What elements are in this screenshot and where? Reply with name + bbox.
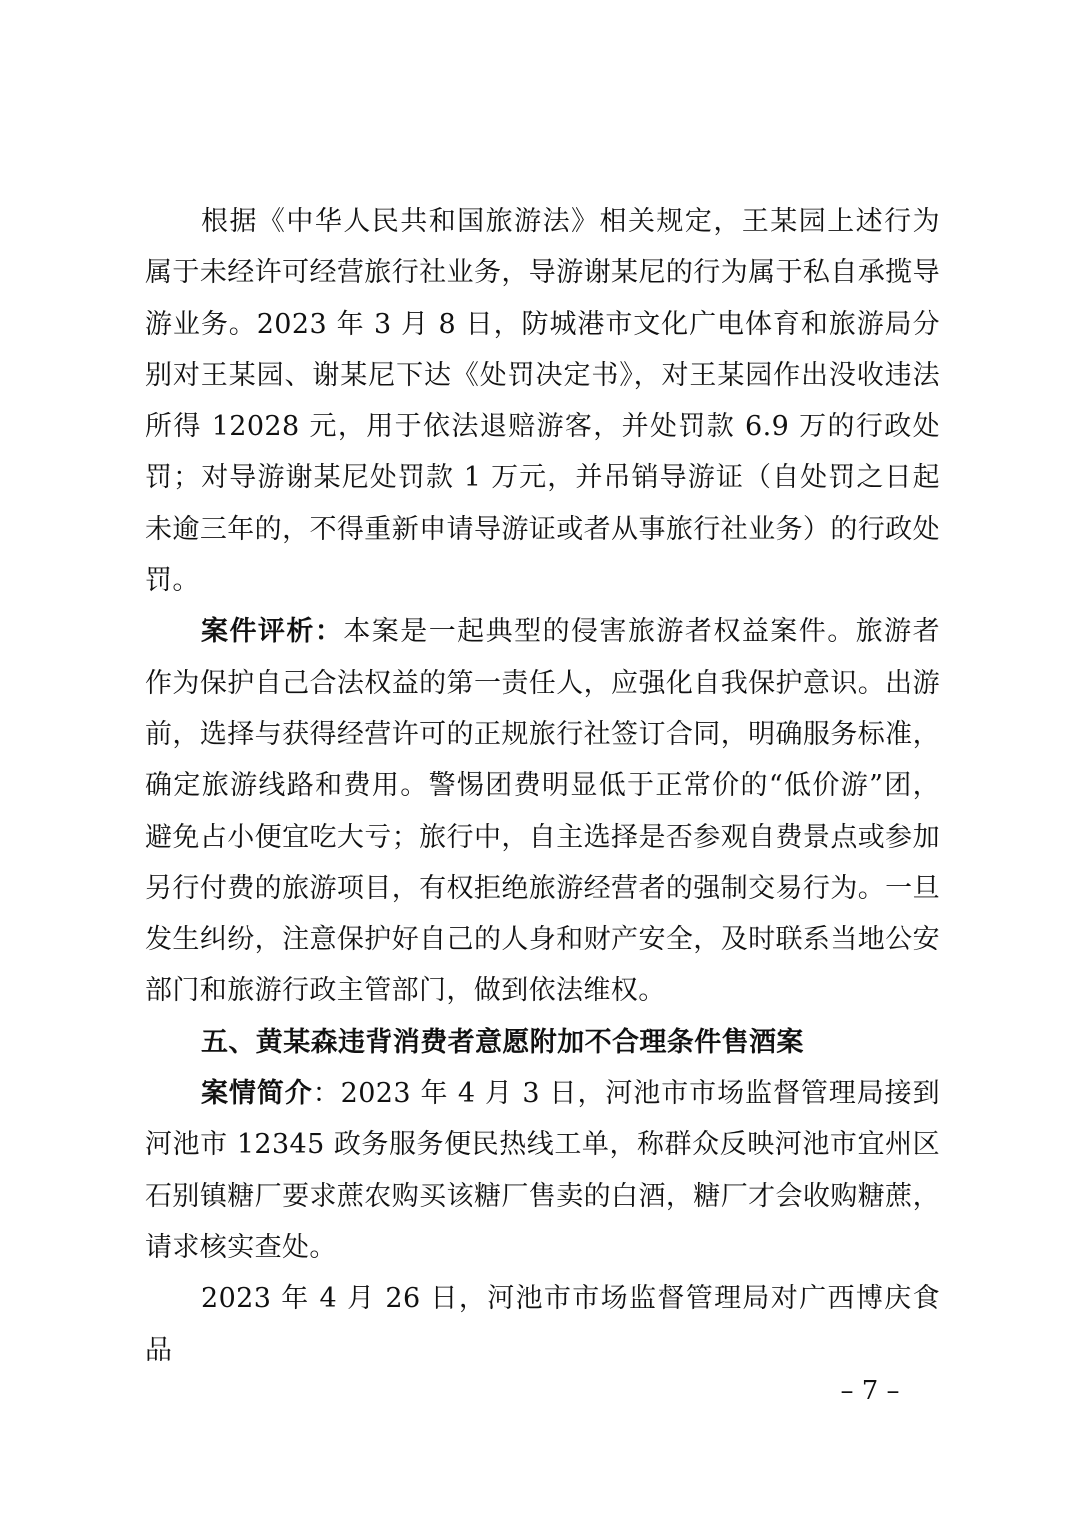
paragraph-case-analysis: [145, 606, 940, 1016]
page-number: – 7 –: [840, 1376, 900, 1406]
case-intro-text: ：2023 年 4 月 3 日，河池市市场监督管理局接到河池市 12345 政务服务便民热线工单，称群众反映河池市宜州区石别镇糖厂要求蔗农购买该糖厂售卖的白酒，糖厂才会收购糖蔗，请求核实查处。: [145, 1078, 940, 1263]
paragraph-case-intro: [145, 1068, 940, 1273]
case-analysis-text: 本案是一起典型的侵害旅游者权益案件。旅游者作为保护自己合法权益的第一责任人，应强化自我保护意识。出游前，选择与获得经营许可的正规旅行社签订合同，明确服务标准，确定旅游线路和费用。警惕团费明显低于正常价的“低价游”团，避免占小便宜吃大亏；旅行中，自主选择是否参观自费景点或参加另行付费的旅游项目，有权拒绝旅游经营者的强制交易行为。一旦发生纠纷，注意保护好自己的人身和财产安全，及时联系当地公安部门和旅游行政主管部门，做到依法维权。: [145, 616, 941, 1007]
case-intro-label: 案情简介: [201, 1078, 313, 1110]
section-heading: 五、黄某森违背消费者意愿附加不合理条件售酒案: [201, 1026, 804, 1058]
paragraph-continuation: 2023 年 4 月 26 日，河池市市场监督管理局对广西博庆食品: [145, 1283, 940, 1366]
document-body: [145, 196, 940, 1376]
paragraph-penalty: 根据《中华人民共和国旅游法》相关规定，王某园上述行为属于未经许可经营旅行社业务，导游谢某尼的行为属于私自承揽导游业务。2023 年 3 月 8 日，防城港市文化广电体育和旅游局分别对王某园、谢某尼下达《处罚决定书》，对王某园作出没收违法所得 12028 元，用于依法退赔游客，并处罚款 6.9 万的行政处罚；对导游谢某尼处罚款 1 万元，并吊销导游证（自处罚之日起未逾三年的，不得重新申请导游证或者从事旅行社业务）的行政处罚。: [145, 206, 940, 597]
case-analysis-label: 案件评析：: [201, 616, 344, 648]
